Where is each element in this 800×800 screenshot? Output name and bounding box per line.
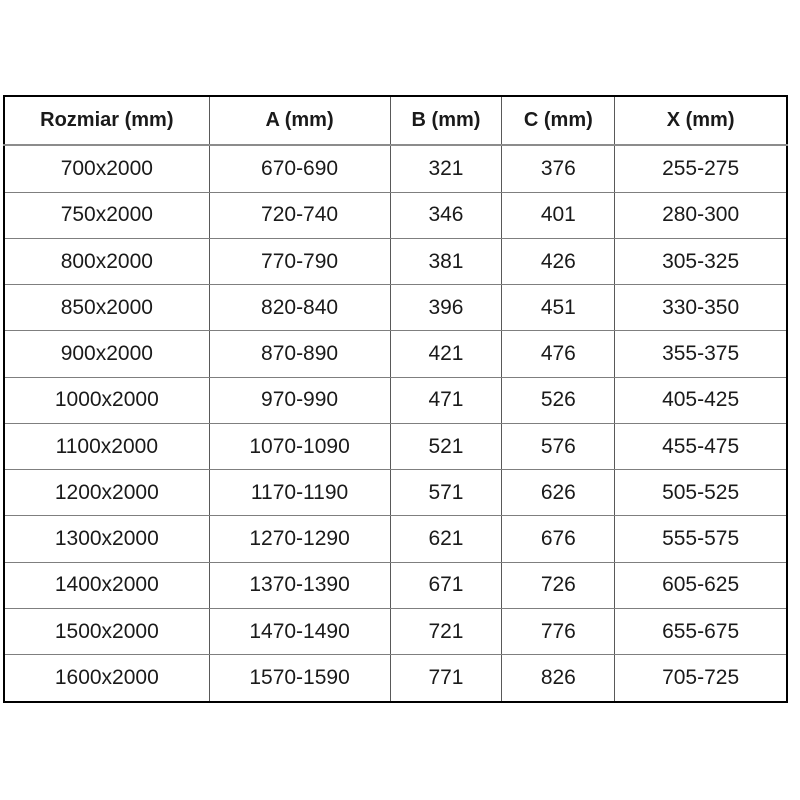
- header-row: [4, 96, 787, 145]
- column-header: X (mm): [615, 96, 787, 145]
- table-cell: 381: [390, 238, 502, 284]
- table-cell: 521: [390, 423, 502, 469]
- table-cell: 401: [502, 192, 615, 238]
- table-cell: 850x2000: [4, 285, 209, 331]
- table-cell: 280-300: [615, 192, 787, 238]
- table-cell: 505-525: [615, 470, 787, 516]
- table-cell: 1270-1290: [209, 516, 390, 562]
- table-row: [4, 470, 787, 516]
- table-cell: 1170-1190: [209, 470, 390, 516]
- table-cell: 970-990: [209, 377, 390, 423]
- table-cell: 555-575: [615, 516, 787, 562]
- column-header: C (mm): [502, 96, 615, 145]
- table-cell: 346: [390, 192, 502, 238]
- table-cell: 1300x2000: [4, 516, 209, 562]
- table-row: [4, 516, 787, 562]
- table-row: [4, 145, 787, 192]
- table-cell: 705-725: [615, 655, 787, 702]
- table-cell: 305-325: [615, 238, 787, 284]
- table-cell: 626: [502, 470, 615, 516]
- column-header: A (mm): [209, 96, 390, 145]
- table-row: [4, 423, 787, 469]
- table-cell: 376: [502, 145, 615, 192]
- table-cell: 330-350: [615, 285, 787, 331]
- table-cell: 455-475: [615, 423, 787, 469]
- table-cell: 700x2000: [4, 145, 209, 192]
- table-cell: 770-790: [209, 238, 390, 284]
- table-cell: 576: [502, 423, 615, 469]
- table-cell: 451: [502, 285, 615, 331]
- table-cell: 670-690: [209, 145, 390, 192]
- column-header: B (mm): [390, 96, 502, 145]
- size-specification-table: [3, 95, 788, 703]
- table-row: [4, 238, 787, 284]
- table-cell: 355-375: [615, 331, 787, 377]
- table-cell: 255-275: [615, 145, 787, 192]
- table-cell: 655-675: [615, 608, 787, 654]
- table-cell: 1470-1490: [209, 608, 390, 654]
- table-cell: 1370-1390: [209, 562, 390, 608]
- table-cell: 900x2000: [4, 331, 209, 377]
- table-header: [4, 96, 787, 145]
- table-cell: 1600x2000: [4, 655, 209, 702]
- table-cell: 826: [502, 655, 615, 702]
- table-cell: 476: [502, 331, 615, 377]
- table-row: [4, 285, 787, 331]
- table-cell: 776: [502, 608, 615, 654]
- table-cell: 1570-1590: [209, 655, 390, 702]
- table-cell: 1400x2000: [4, 562, 209, 608]
- table-cell: 421: [390, 331, 502, 377]
- table-cell: 571: [390, 470, 502, 516]
- table-body: [4, 145, 787, 702]
- table-row: [4, 562, 787, 608]
- table-cell: 820-840: [209, 285, 390, 331]
- table-cell: 671: [390, 562, 502, 608]
- table-row: [4, 331, 787, 377]
- table-row: [4, 192, 787, 238]
- table-cell: 526: [502, 377, 615, 423]
- table-cell: 720-740: [209, 192, 390, 238]
- table-row: [4, 608, 787, 654]
- table-cell: 621: [390, 516, 502, 562]
- table-cell: 321: [390, 145, 502, 192]
- table-cell: 800x2000: [4, 238, 209, 284]
- table-cell: 721: [390, 608, 502, 654]
- table-cell: 870-890: [209, 331, 390, 377]
- table-cell: 396: [390, 285, 502, 331]
- table-cell: 1000x2000: [4, 377, 209, 423]
- table-cell: 1100x2000: [4, 423, 209, 469]
- table-cell: 426: [502, 238, 615, 284]
- column-header: Rozmiar (mm): [4, 96, 209, 145]
- table-cell: 405-425: [615, 377, 787, 423]
- table-cell: 750x2000: [4, 192, 209, 238]
- table-cell: 1500x2000: [4, 608, 209, 654]
- table-cell: 605-625: [615, 562, 787, 608]
- table-cell: 771: [390, 655, 502, 702]
- table-cell: 726: [502, 562, 615, 608]
- table-cell: 1200x2000: [4, 470, 209, 516]
- table-row: [4, 377, 787, 423]
- table-cell: 471: [390, 377, 502, 423]
- table-cell: 676: [502, 516, 615, 562]
- table-row: [4, 655, 787, 702]
- table-cell: 1070-1090: [209, 423, 390, 469]
